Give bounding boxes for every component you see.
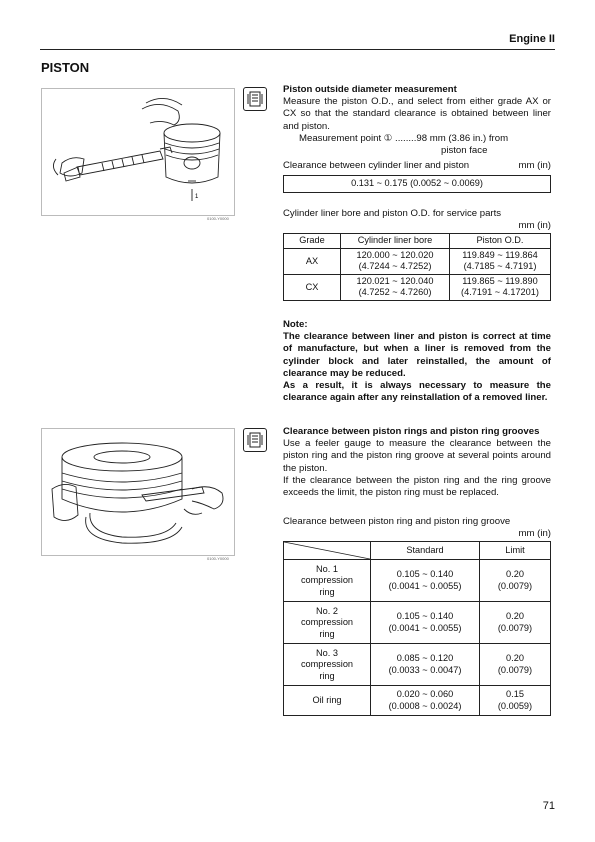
measurement-point-line: Measurement point ① ........98 mm (3.86 in.) from — [299, 132, 509, 144]
standard-in: (0.0041 ~ 0.0055) — [388, 580, 462, 591]
grade-cell: CX — [284, 274, 341, 300]
limit-mm: 0.20 — [506, 611, 524, 622]
ring-clearance-block — [283, 516, 551, 716]
limit-mm: 0.20 — [506, 569, 524, 580]
section1-body: Measure the piston O.D., and select from either grade AX or CX so that the standard clearance is obtained between liner and piston. — [283, 96, 551, 132]
piston-measurement-figure — [41, 88, 235, 216]
note-body-1: The clearance between liner and piston is correct at time of manufacture, but when a liner is removed from the cylinder block and later reinstalled, the amount of clearance may be reduced. — [283, 331, 551, 379]
service-parts-unit: mm (in) — [518, 220, 551, 232]
table-header-row — [284, 234, 551, 249]
measurement-point-line2: piston face — [441, 145, 488, 157]
liner-clearance-unit: mm (in) — [518, 160, 551, 171]
table-row — [284, 274, 551, 300]
table-row — [284, 602, 551, 644]
service-parts-block — [283, 208, 551, 301]
table-row — [284, 686, 551, 716]
ring-name: compression — [300, 659, 354, 670]
ring-name-cell — [284, 644, 371, 686]
liner-clearance-table — [283, 175, 551, 193]
limit-cell — [480, 560, 551, 602]
ring-name: No. 2 — [316, 605, 338, 616]
od-in: (4.7185 ~ 4.7191) — [463, 261, 537, 272]
standard-mm: 0.105 ~ 0.140 — [396, 611, 454, 622]
ring-name: ring — [319, 586, 335, 597]
figure-1-code: 0100-Y0000 — [207, 216, 229, 221]
grade-table — [283, 233, 551, 301]
ring-clearance-table — [283, 541, 551, 716]
limit-in: (0.0059) — [497, 700, 533, 711]
limit-in: (0.0079) — [497, 664, 533, 675]
column-header: Limit — [480, 542, 551, 560]
column-header: Standard — [371, 542, 480, 560]
piston-micrometer-illustration — [42, 89, 234, 215]
limit-mm: 0.20 — [506, 653, 524, 664]
standard-mm: 0.020 ~ 0.060 — [396, 689, 454, 700]
limit-cell — [480, 686, 551, 716]
limit-cell — [480, 644, 551, 686]
grade-cell: AX — [284, 248, 341, 274]
table-row — [284, 248, 551, 274]
page-number: 71 — [542, 800, 555, 812]
section-header: Engine II — [509, 33, 555, 45]
note-block — [283, 319, 551, 404]
limit-in: (0.0079) — [497, 622, 533, 633]
bore-in: (4.7244 ~ 4.7252) — [358, 261, 432, 272]
ring-name: ring — [319, 628, 335, 639]
ring-table-unit: mm (in) — [518, 528, 551, 540]
ring-name: Oil ring — [312, 695, 342, 706]
figure-2-code: 0100-Y0000 — [207, 556, 229, 561]
section1-heading: Piston outside diameter measurement — [283, 84, 457, 95]
ring-name-cell — [284, 560, 371, 602]
bore-cell — [341, 274, 450, 300]
liner-clearance-label: Clearance between cylinder liner and piston — [283, 160, 470, 171]
book-reference-icon — [243, 428, 267, 452]
page-title: PISTON — [41, 60, 90, 75]
od-cell — [450, 274, 551, 300]
column-header: Piston O.D. — [450, 234, 551, 249]
ring-name: compression — [300, 575, 354, 586]
section2-body-1: Use a feeler gauge to measure the clearance between the piston ring and the piston ring groove at several points around the piston. — [283, 438, 551, 474]
note-heading: Note: — [283, 319, 308, 330]
column-header: Grade — [284, 234, 341, 249]
section2-body-2: If the clearance between the piston ring and the ring groove exceeds the limit, the piston ring must be replaced. — [283, 474, 551, 499]
ring-name: No. 3 — [316, 647, 338, 658]
od-mm: 119.849 ~ 119.864 — [462, 249, 538, 260]
svg-text:1: 1 — [195, 194, 199, 200]
standard-cell — [371, 560, 480, 602]
liner-clearance-block — [283, 160, 551, 193]
bore-cell — [341, 248, 450, 274]
od-cell — [450, 248, 551, 274]
table-row — [284, 560, 551, 602]
liner-clearance-value: 0.131 ~ 0.175 (0.0052 ~ 0.0069) — [284, 176, 551, 193]
note-body-2: As a result, it is always necessary to measure the clearance again after any reinstallation of a removed liner. — [283, 380, 551, 404]
od-mm: 119.865 ~ 119.890 — [462, 275, 538, 286]
standard-mm: 0.085 ~ 0.120 — [396, 653, 454, 664]
ring-table-label: Clearance between piston ring and piston ring groove — [283, 516, 511, 527]
header-rule — [40, 49, 555, 50]
table-header-row — [284, 542, 551, 560]
ring-name: No. 1 — [316, 563, 338, 574]
column-header: Cylinder liner bore — [341, 234, 450, 249]
limit-mm: 0.15 — [506, 689, 524, 700]
standard-cell — [371, 686, 480, 716]
standard-in: (0.0033 ~ 0.0047) — [388, 664, 462, 675]
bore-in: (4.7252 ~ 4.7260) — [358, 287, 432, 298]
ring-name-cell — [284, 686, 371, 716]
standard-in: (0.0008 ~ 0.0024) — [388, 700, 462, 711]
limit-cell — [480, 602, 551, 644]
bore-mm: 120.021 ~ 120.040 — [356, 275, 434, 286]
standard-in: (0.0041 ~ 0.0055) — [388, 622, 462, 633]
feeler-gauge-illustration — [42, 429, 234, 555]
book-reference-icon — [243, 87, 267, 111]
standard-cell — [371, 602, 480, 644]
bore-mm: 120.000 ~ 120.020 — [356, 249, 434, 260]
ring-name-cell — [284, 602, 371, 644]
ring-name: compression — [300, 617, 354, 628]
ring-groove-section — [283, 426, 551, 499]
ring-groove-figure — [41, 428, 235, 556]
service-parts-label: Cylinder liner bore and piston O.D. for service parts — [283, 208, 502, 219]
table-row — [284, 644, 551, 686]
od-in: (4.7191 ~ 4.17201) — [461, 287, 539, 298]
ring-name: ring — [319, 670, 335, 681]
piston-od-section — [283, 84, 551, 157]
diagonal-corner-cell — [284, 542, 371, 560]
standard-cell — [371, 644, 480, 686]
limit-in: (0.0079) — [497, 580, 533, 591]
section2-heading: Clearance between piston rings and piston ring grooves — [283, 426, 540, 437]
standard-mm: 0.105 ~ 0.140 — [396, 569, 454, 580]
